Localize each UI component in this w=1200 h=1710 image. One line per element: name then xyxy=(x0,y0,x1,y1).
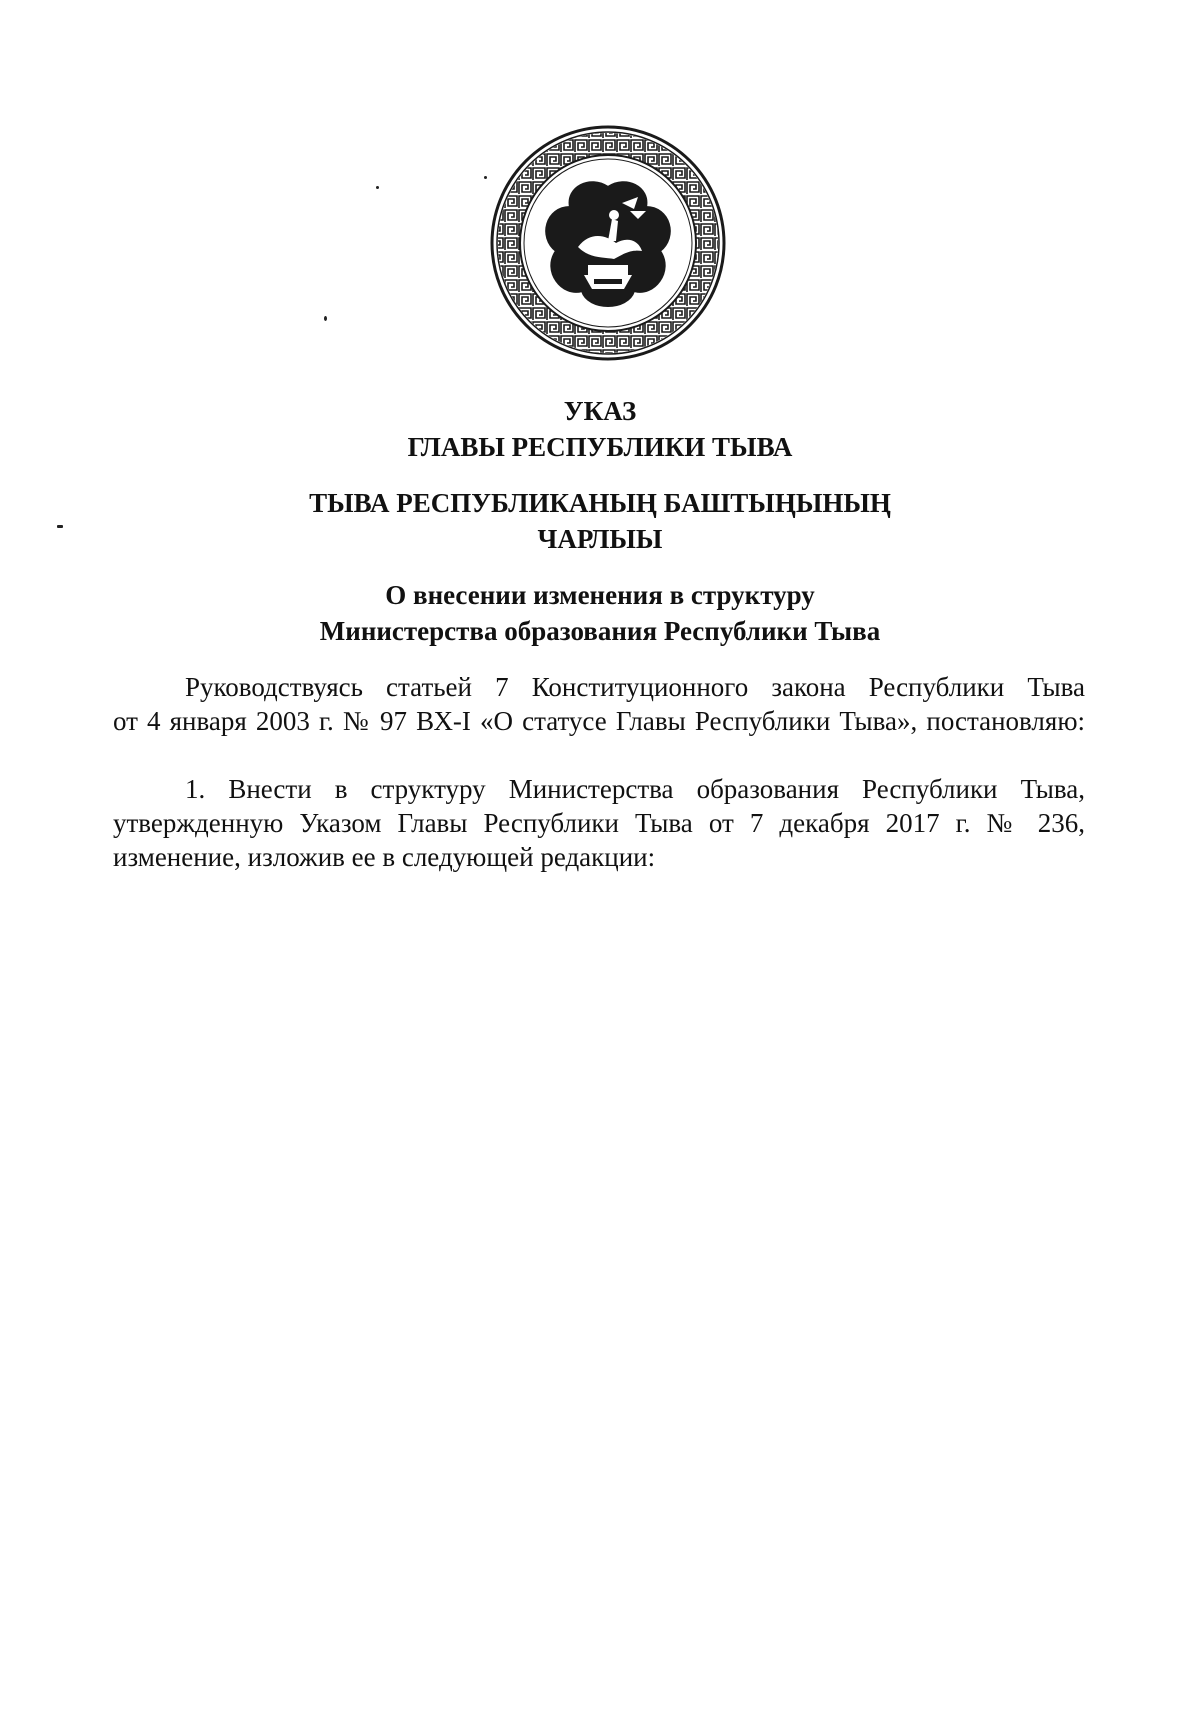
decree-subject xyxy=(0,577,1200,649)
coat-of-arms-emblem xyxy=(490,125,726,361)
decree-subject-line1: О внесении изменения в структуру xyxy=(385,580,815,610)
tuva-coat-of-arms-icon xyxy=(490,125,726,361)
decree-subject-line2: Министерства образования Республики Тыва xyxy=(319,616,881,646)
decree-heading-tuvan-line1: ТЫВА РЕСПУБЛИКАНЫҢ БАШТЫҢЫНЫҢ xyxy=(309,488,891,518)
item-1-line1: 1. Внести в структуру Министерства образования Республики Тыва, xyxy=(185,774,1085,804)
preamble-line2: от 4 января 2003 г. № 97 ВХ-I «О статусе Главы Республики Тыва», постановляю: xyxy=(113,706,1085,736)
decree-heading-tuvan xyxy=(0,485,1200,557)
item-1-paragraph xyxy=(113,772,1085,874)
preamble-paragraph xyxy=(113,670,1085,738)
decree-heading xyxy=(0,393,1200,465)
scan-speck xyxy=(324,316,327,321)
decree-heading-line2: ГЛАВЫ РЕСПУБЛИКИ ТЫВА xyxy=(407,432,793,462)
item-1-line3: изменение, изложив ее в следующей редакции: xyxy=(113,842,656,872)
decree-heading-tuvan-line2: ЧАРЛЫЫ xyxy=(537,524,663,554)
item-1-line2: утвержденную Указом Главы Республики Тыва от 7 декабря 2017 г. № 236, xyxy=(113,808,1085,838)
decree-heading-line1: УКАЗ xyxy=(563,396,637,426)
preamble-line1: Руководствуясь статьей 7 Конституционного закона Республики Тыва xyxy=(185,672,1085,702)
scan-speck xyxy=(376,186,379,189)
scan-speck xyxy=(484,176,487,179)
